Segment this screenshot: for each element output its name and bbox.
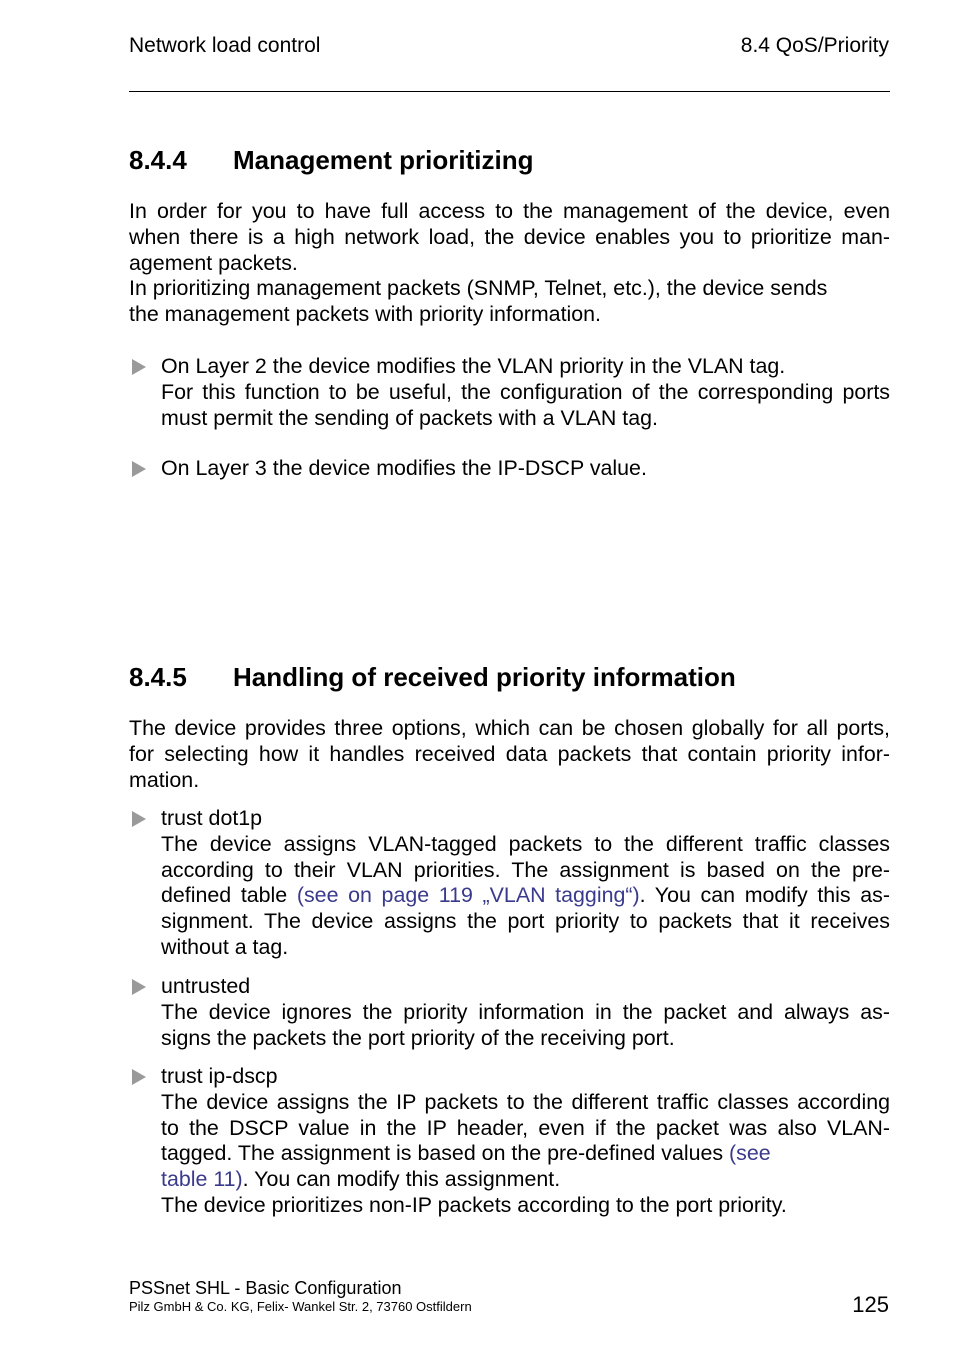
text-line <box>161 883 890 909</box>
text-line: On Layer 2 the device modifies the VLAN priority in the VLAN tag. <box>161 354 786 378</box>
option-untrusted <box>129 974 890 1051</box>
section-heading-8-4-4 <box>129 144 533 176</box>
text-fragment: . You can modify this assignment. <box>242 1167 561 1192</box>
text-line: The device assigns the IP packets to the different traffic classes according <box>161 1089 890 1114</box>
option-label: untrusted <box>161 974 251 998</box>
table-11-link[interactable]: table 11) <box>161 1167 243 1192</box>
text-line: The device provides three options, which can be chosen globally for all ports, <box>129 716 890 740</box>
section-title: Handling of received priority information <box>233 662 736 692</box>
text-fragment: tagged. The assignment is based on the pre-defined values <box>161 1141 730 1166</box>
section-number: 8.4.5 <box>129 662 187 692</box>
bullet-triangle-icon <box>132 979 146 995</box>
footer-address: Pilz GmbH & Co. KG, Felix- Wankel Str. 2, 73760 Ostfildern <box>129 1299 472 1314</box>
bullet-triangle-icon <box>132 1069 146 1085</box>
text-line: The device ignores the priority information in the packet and always as- <box>161 999 890 1024</box>
management-intro-paragraph <box>129 199 890 328</box>
text-line: signs the packets the port priority of the receiving port. <box>161 1025 675 1050</box>
bullet-triangle-icon <box>132 811 146 827</box>
text-line: agement packets. <box>129 250 298 275</box>
header-divider <box>129 91 890 92</box>
text-line: The device assigns VLAN-tagged packets to the different traffic classes <box>161 831 890 856</box>
text-line: for selecting how it handles received data packets that contain priority infor- <box>129 741 890 766</box>
text-line: On Layer 3 the device modifies the IP-DSCP value. <box>161 456 647 480</box>
section-number: 8.4.4 <box>129 145 187 175</box>
section-title: Management prioritizing <box>233 145 534 175</box>
vlan-tagging-link[interactable]: (see on page 119 „VLAN tagging“) <box>296 883 640 908</box>
bullet-triangle-icon <box>132 359 146 375</box>
text-line: when there is a high network load, the device enables you to prioritize man- <box>129 224 890 249</box>
text-line: without a tag. <box>161 934 289 959</box>
bullet-triangle-icon <box>132 461 146 477</box>
table-11-link[interactable]: (see <box>729 1141 771 1166</box>
text-line <box>161 1141 890 1167</box>
text-line: the management packets with priority information. <box>129 302 602 327</box>
text-line: In order for you to have full access to the management of the device, even <box>129 199 890 223</box>
text-line: mation. <box>129 767 200 792</box>
option-label: trust dot1p <box>161 806 263 830</box>
text-fragment: . You can modify this as- <box>639 883 890 908</box>
running-header-left: Network load control <box>129 34 321 57</box>
text-line: must permit the sending of packets with a VLAN tag. <box>161 405 658 430</box>
bullet-layer2 <box>129 354 890 431</box>
text-line: to the DSCP value in the IP header, even if the packet was also VLAN- <box>161 1115 890 1140</box>
handling-intro-paragraph <box>129 716 890 793</box>
running-header-right: 8.4 QoS/Priority <box>740 34 889 57</box>
text-line: signment. The device assigns the port priority to packets that it receives <box>161 909 890 934</box>
text-line: The device prioritizes non-IP packets according to the port priority. <box>161 1192 787 1217</box>
footer-title: PSSnet SHL - Basic Configuration <box>129 1278 402 1298</box>
page-number: 125 <box>852 1292 889 1317</box>
section-heading-8-4-5 <box>129 661 736 693</box>
option-trust-ip-dscp <box>129 1064 890 1219</box>
text-line: according to their VLAN priorities. The assignment is based on the pre- <box>161 857 890 882</box>
text-line <box>161 1167 890 1193</box>
option-trust-dot1p <box>129 806 890 961</box>
text-line: For this function to be useful, the configuration of the corresponding ports <box>161 379 890 404</box>
text-fragment: defined table <box>161 883 297 908</box>
text-line: In prioritizing management packets (SNMP, Telnet, etc.), the device sends <box>129 276 828 301</box>
option-label: trust ip-dscp <box>161 1064 278 1088</box>
bullet-layer3 <box>129 456 890 482</box>
